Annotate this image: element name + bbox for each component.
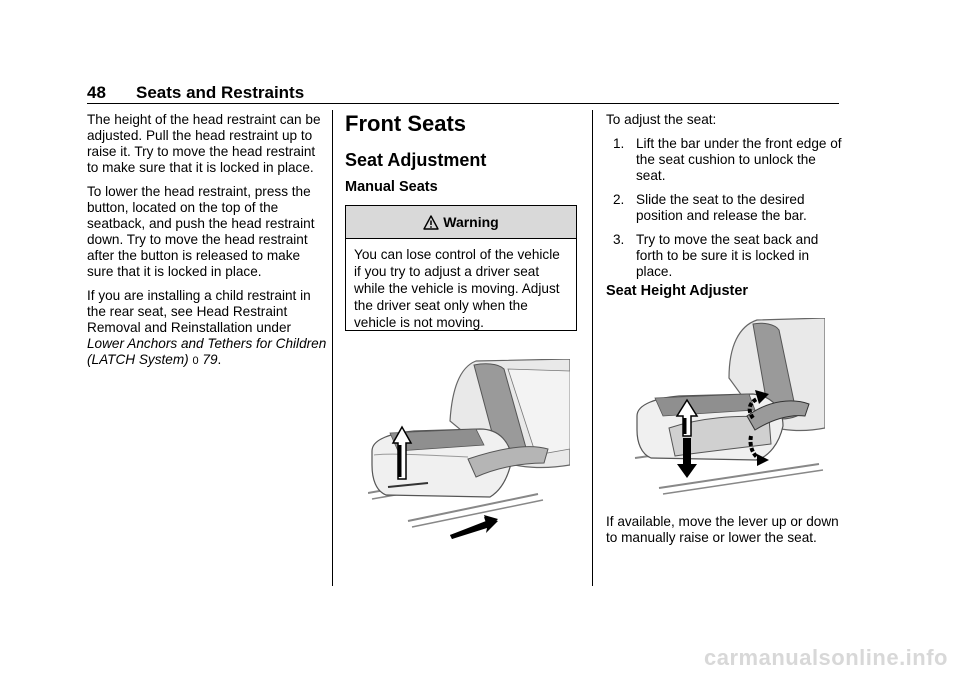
warning-text: You can lose control of the vehicle if you try to adjust a driver seat while the vehicle is moving. Adjust the driver seat only when the vehicle is not moving. — [354, 247, 560, 330]
section-title: Seats and Restraints — [136, 83, 305, 102]
column-left — [87, 112, 327, 377]
column-divider-right — [592, 110, 593, 586]
warning-box — [345, 205, 577, 331]
list-item: 3. Try to move the seat back and forth to be sure it is locked in place. — [613, 232, 819, 279]
seat-height-illustration — [629, 318, 825, 496]
warning-title: Warning — [443, 214, 499, 230]
child-restraint-text: If you are installing a child restraint in the rear seat, see Head Restraint Removal and Reinstallation under — [87, 288, 311, 335]
adjust-steps-list — [606, 136, 846, 280]
column-divider-left — [332, 110, 333, 586]
warning-header — [346, 206, 576, 239]
page-number: 48 — [87, 83, 106, 102]
watermark: carmanualsonline.info — [704, 645, 948, 670]
heading-manual-seats: Manual Seats — [345, 179, 438, 195]
paragraph-child-restraint: If you are installing a child restraint in the rear seat, see Head Restraint Removal and Reinstallation under Lower Anchors and Tethers for Children (LATCH System) 0 79. — [87, 288, 327, 367]
paragraph-head-restraint-lower: To lower the head restraint, press the button, located on the top of the seatback, and push the head restraint down. Try to move the head restraint after the button is released to make sure that it is locked in place. — [87, 184, 315, 279]
intro-adjust-seat: To adjust the seat: — [606, 112, 717, 127]
header-rule — [87, 103, 839, 104]
list-item: 1. Lift the bar under the front edge of the seat cushion to unlock the seat. — [613, 136, 842, 183]
paragraph-head-restraint-raise: The height of the head restraint can be adjusted. Pull the head restraint up to raise it. Try to move the head restraint to make sure that it is locked in place. — [87, 112, 321, 175]
latch-page-ref[interactable]: 79 — [202, 352, 218, 367]
heading-seat-height-adjuster: Seat Height Adjuster — [606, 283, 749, 299]
latch-reference-link[interactable]: Lower Anchors and Tethers for Children (LATCH System) — [87, 336, 327, 367]
page-header — [87, 83, 839, 105]
warning-icon — [423, 215, 439, 230]
height-adjuster-text: If available, move the lever up or down to manually raise or lower the seat. — [606, 514, 839, 545]
reference-symbol: 0 — [192, 355, 199, 367]
heading-front-seats: Front Seats — [345, 111, 467, 136]
column-right — [606, 112, 846, 288]
manual-seat-illustration — [368, 359, 570, 539]
heading-seat-adjustment: Seat Adjustment — [345, 150, 487, 170]
list-item: 2. Slide the seat to the desired position and release the bar. — [613, 192, 807, 223]
